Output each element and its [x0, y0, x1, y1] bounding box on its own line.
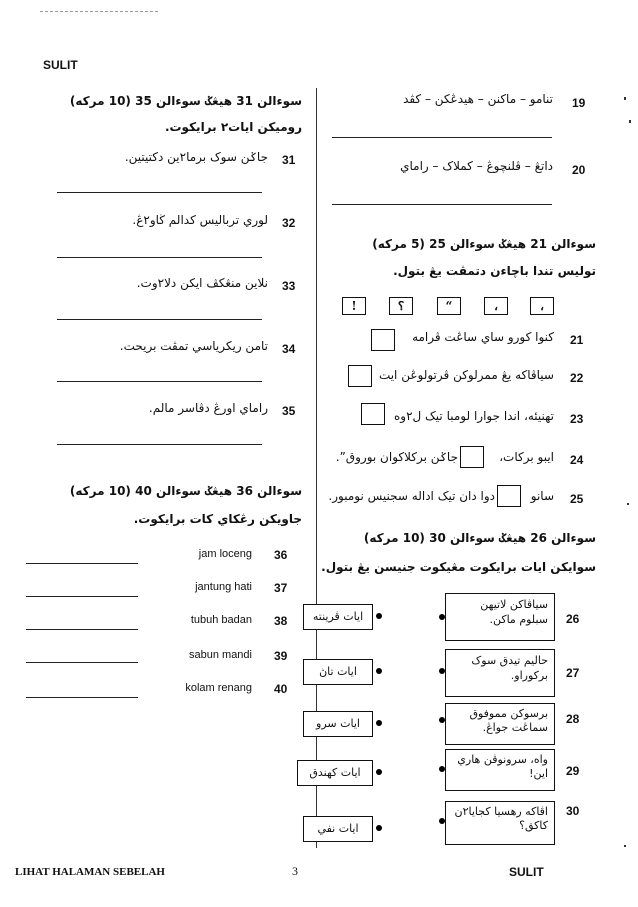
q30-number: 30 — [566, 804, 580, 818]
q37-phrase: jantung hati — [195, 581, 252, 593]
q40-phrase: kolam renang — [185, 682, 252, 694]
type-box-desire[interactable] — [297, 760, 373, 786]
q29-sentence-box[interactable] — [445, 749, 555, 791]
section-26-30-title: سوءالن 26 هيڠݢ سوءالن 30 (10 مرکه) — [363, 531, 596, 545]
type-box-negative[interactable] — [303, 816, 373, 842]
mark-box-exclamation — [342, 297, 366, 315]
top-rule — [40, 11, 158, 12]
q25-number: 25 — [570, 492, 584, 506]
section-36-40-title: سوءالن 36 هيڠݢ سوءالن 40 (10 مرکه) — [69, 484, 302, 498]
q36-phrase: jam loceng — [198, 548, 252, 560]
q33-text: نلاين منڠکڤ ايکن دلا٢وت. — [136, 276, 268, 290]
type-question-label: ايات تاڽ — [319, 665, 357, 678]
q23-answer-box[interactable] — [361, 403, 385, 425]
q28-line2: سماڠت جواڠ. — [482, 721, 548, 734]
q27-connector-dot[interactable] — [439, 668, 445, 674]
type-negative-dot[interactable] — [376, 825, 382, 831]
type-question-dot[interactable] — [376, 668, 382, 674]
type-desire-dot[interactable] — [376, 769, 382, 775]
q19-answer-line[interactable] — [332, 137, 552, 138]
q27-line1: حاليم تيدق سوک — [471, 654, 548, 667]
q38-answer-line[interactable] — [26, 629, 138, 630]
q23-text: تهنيئه، اندا جوارا لومبا تيک ل٢وه — [393, 409, 554, 423]
q32-number: 32 — [282, 216, 296, 230]
type-command-label: ايات ڤرينته — [312, 610, 364, 623]
q40-number: 40 — [274, 682, 288, 696]
q25-answer-box[interactable] — [497, 485, 521, 507]
q35-answer-line[interactable] — [57, 444, 262, 445]
q24-number: 24 — [570, 453, 584, 467]
q26-number: 26 — [566, 612, 580, 626]
mark-question: ؟ — [397, 299, 405, 313]
section-26-30-instruction: سوايکن ايات برايکوت مڠيکوت جنيسن يڠ بتول. — [321, 560, 596, 574]
mark-exclamation: ! — [351, 299, 357, 313]
mark-box-question — [389, 297, 413, 315]
q35-text: راماي اورڠ دڤاسر مالم. — [148, 401, 268, 415]
q26-line1: سياڤاکن لاتيهن — [480, 598, 548, 611]
q21-text: کنوا کورو ساي ساڠت ڤرامه — [412, 330, 554, 344]
q27-sentence-box[interactable] — [445, 649, 555, 697]
margin-speck-4 — [624, 845, 626, 847]
q24-answer-box[interactable] — [460, 446, 484, 468]
section-36-40-instruction: جاويکن رڠکاي کات برايکوت. — [133, 512, 302, 526]
type-negative-label: ايات نفي — [317, 822, 359, 835]
q36-number: 36 — [274, 548, 288, 562]
mark-box-comma-2 — [530, 297, 554, 315]
q28-sentence-box[interactable] — [445, 703, 555, 745]
q40-answer-line[interactable] — [26, 697, 138, 698]
q26-sentence-box[interactable] — [445, 593, 555, 641]
q27-line2: برکوراو. — [510, 669, 548, 682]
section-31-35-instruction: روميکن ايات٢ برايکوت. — [164, 120, 302, 134]
q34-number: 34 — [282, 342, 296, 356]
q34-answer-line[interactable] — [57, 381, 262, 382]
type-desire-label: ايات کهندق — [309, 766, 361, 779]
q38-phrase: tubuh badan — [190, 614, 252, 626]
footer-sulit: SULIT — [509, 865, 544, 879]
type-exclamation-label: ايات سرو — [316, 717, 360, 730]
type-box-exclamation[interactable] — [303, 711, 373, 737]
q39-answer-line[interactable] — [26, 662, 138, 663]
q29-connector-dot[interactable] — [439, 766, 445, 772]
mark-comma-2: ، — [540, 299, 544, 313]
q31-number: 31 — [282, 153, 296, 167]
q25-text-end: دوا دان تيک اداله سجنيس نومبور. — [328, 489, 495, 503]
q38-number: 38 — [274, 614, 288, 628]
q39-number: 39 — [274, 649, 288, 663]
q22-number: 22 — [570, 371, 584, 385]
q29-line1: واه، سرونوڤن هاري — [457, 753, 548, 766]
q20-text: داتڠ – ڤلنچوڠ – کملاک – راماي — [400, 159, 553, 173]
q21-answer-box[interactable] — [371, 329, 395, 351]
q28-number: 28 — [566, 712, 580, 726]
q36-answer-line[interactable] — [26, 563, 138, 564]
q30-line2: کاکق؟ — [519, 819, 548, 832]
section-21-25-instruction: توليس تندا باچاءن دتمڤت يڠ بتول. — [393, 264, 596, 278]
section-21-25-title: سوءالن 21 هيڠݢ سوءالن 25 (5 مرکه) — [372, 237, 596, 251]
q34-text: تامن ريکرياسي تمڤت بريحت. — [119, 339, 268, 353]
q22-text: سياڤاکه يڠ ممرلوکن ڤرتولوڠن ايت — [378, 368, 554, 382]
footer-page-number: 3 — [292, 864, 298, 878]
q21-number: 21 — [570, 333, 584, 347]
q25-text-start: سانو — [530, 489, 554, 503]
q19-text: تنامو – ماکنن – هيدڠکن – کڤد — [403, 92, 553, 106]
q28-line1: برسوکن مموفوق — [469, 707, 548, 720]
section-31-35-title: سوءالن 31 هيڠݢ سوءالن 35 (10 مرکه) — [69, 94, 302, 108]
q31-answer-line[interactable] — [57, 192, 262, 193]
header-sulit: SULIT — [43, 58, 78, 72]
q37-number: 37 — [274, 581, 288, 595]
mark-quote: “ — [445, 299, 453, 313]
q33-answer-line[interactable] — [57, 319, 262, 320]
q30-line1: اڤاکه رهسيا کجايا٢ن — [454, 805, 548, 818]
mark-box-comma — [484, 297, 508, 315]
q22-answer-box[interactable] — [348, 365, 372, 387]
mark-comma: ، — [494, 299, 498, 313]
type-box-command[interactable] — [303, 604, 373, 630]
mark-box-quote — [437, 297, 461, 315]
q28-connector-dot[interactable] — [439, 717, 445, 723]
q23-number: 23 — [570, 412, 584, 426]
q33-number: 33 — [282, 279, 296, 293]
margin-speck-3 — [627, 503, 629, 505]
q32-text: لوري ترباليس کدالم ڬاو٢ڠ. — [132, 213, 268, 227]
type-box-question[interactable] — [303, 659, 373, 685]
margin-speck-1 — [624, 97, 626, 100]
q37-answer-line[interactable] — [26, 596, 138, 597]
q30-sentence-box[interactable] — [445, 801, 555, 845]
q27-number: 27 — [566, 666, 580, 680]
q24-text-end: جاݢن برکلاکوان بوروق”. — [335, 450, 458, 464]
q26-line2: سبلوم ماکن. — [489, 613, 548, 626]
q29-line2: اين! — [529, 767, 548, 780]
type-command-dot[interactable] — [376, 613, 382, 619]
q20-answer-line[interactable] — [332, 204, 552, 205]
type-exclamation-dot[interactable] — [376, 720, 382, 726]
q35-number: 35 — [282, 404, 296, 418]
q26-connector-dot[interactable] — [439, 614, 445, 620]
q19-number: 19 — [572, 96, 586, 110]
q29-number: 29 — [566, 764, 580, 778]
margin-speck-2 — [629, 120, 631, 123]
q30-connector-dot[interactable] — [439, 818, 445, 824]
q20-number: 20 — [572, 163, 586, 177]
q31-text: جاݢن سوک برما٢ين دکتيتين. — [124, 150, 268, 164]
q39-phrase: sabun mandi — [189, 649, 252, 661]
q24-text-start: ايبو برکات، — [499, 450, 554, 464]
q32-answer-line[interactable] — [57, 257, 262, 258]
footer-next-page: LIHAT HALAMAN SEBELAH — [15, 866, 165, 878]
